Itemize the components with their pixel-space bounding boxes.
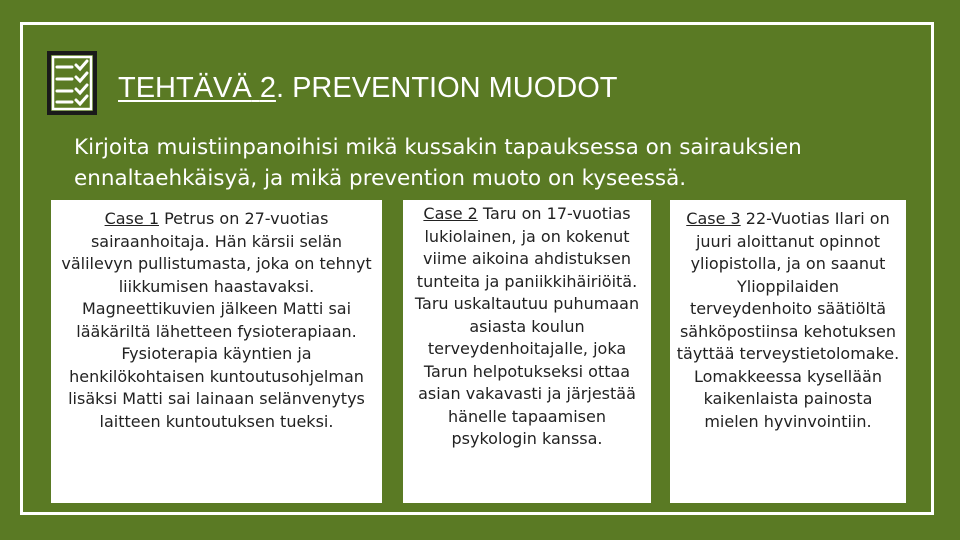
checklist-icon: [46, 50, 98, 116]
case-card-3: [670, 200, 906, 503]
instruction-text: Kirjoita muistiinpanoihisi mikä kussakin tapauksessa on sairauksien ennaltaehkäisyä, ja mikä prevention muoto on kyseessä.: [74, 135, 802, 191]
title-prefix: TEHTÄVÄ: [118, 72, 252, 104]
case-label: Case 3: [686, 209, 741, 228]
title-rest: . PREVENTION MUODOT: [275, 72, 618, 104]
case-card-2: [403, 200, 651, 503]
title-number: 2: [259, 72, 276, 104]
case-label: Case 1: [104, 209, 159, 228]
case-label: Case 2: [423, 204, 478, 223]
case-text: Taru on 17-vuotias lukiolainen, ja on kokenut viime aikoina ahdistuksen tunteita ja paniikkihäiriöitä. Taru uskaltautuu puhumaan asiasta koulun terveydenhoitajalle, joka Tarun helpotukseksi ottaa asian vakavasti ja järjestää hänelle tapaamisen psykologin kanssa.: [414, 204, 640, 448]
case-text: Petrus on 27-vuotias sairaanhoitaja. Hän kärsii selän välilevyn pullistumasta, joka on tehnyt liikkumisen haastavaksi. Magneettikuvien jälkeen Matti sai lääkäriltä lähetteen fysioterapiaan. Fysioterapia käyntien ja henkilökohtaisen kuntoutusohjelman lisäksi Matti sai lainaan selänvenytys laitteen kuntoutuksen tueksi.: [61, 209, 372, 431]
page-title: [118, 70, 618, 106]
case-card-1: [51, 200, 382, 503]
case-text: 22-Vuotias Ilari on juuri aloittanut opinnot yliopistolla, ja on saanut Ylioppilaiden terveydenhoito säätiöltä sähköpostiinsa kehotuksen täyttää terveystietolomake. Lomakkeessa kysellään kaikenlaista painosta mielen hyvinvointiin.: [676, 209, 900, 431]
